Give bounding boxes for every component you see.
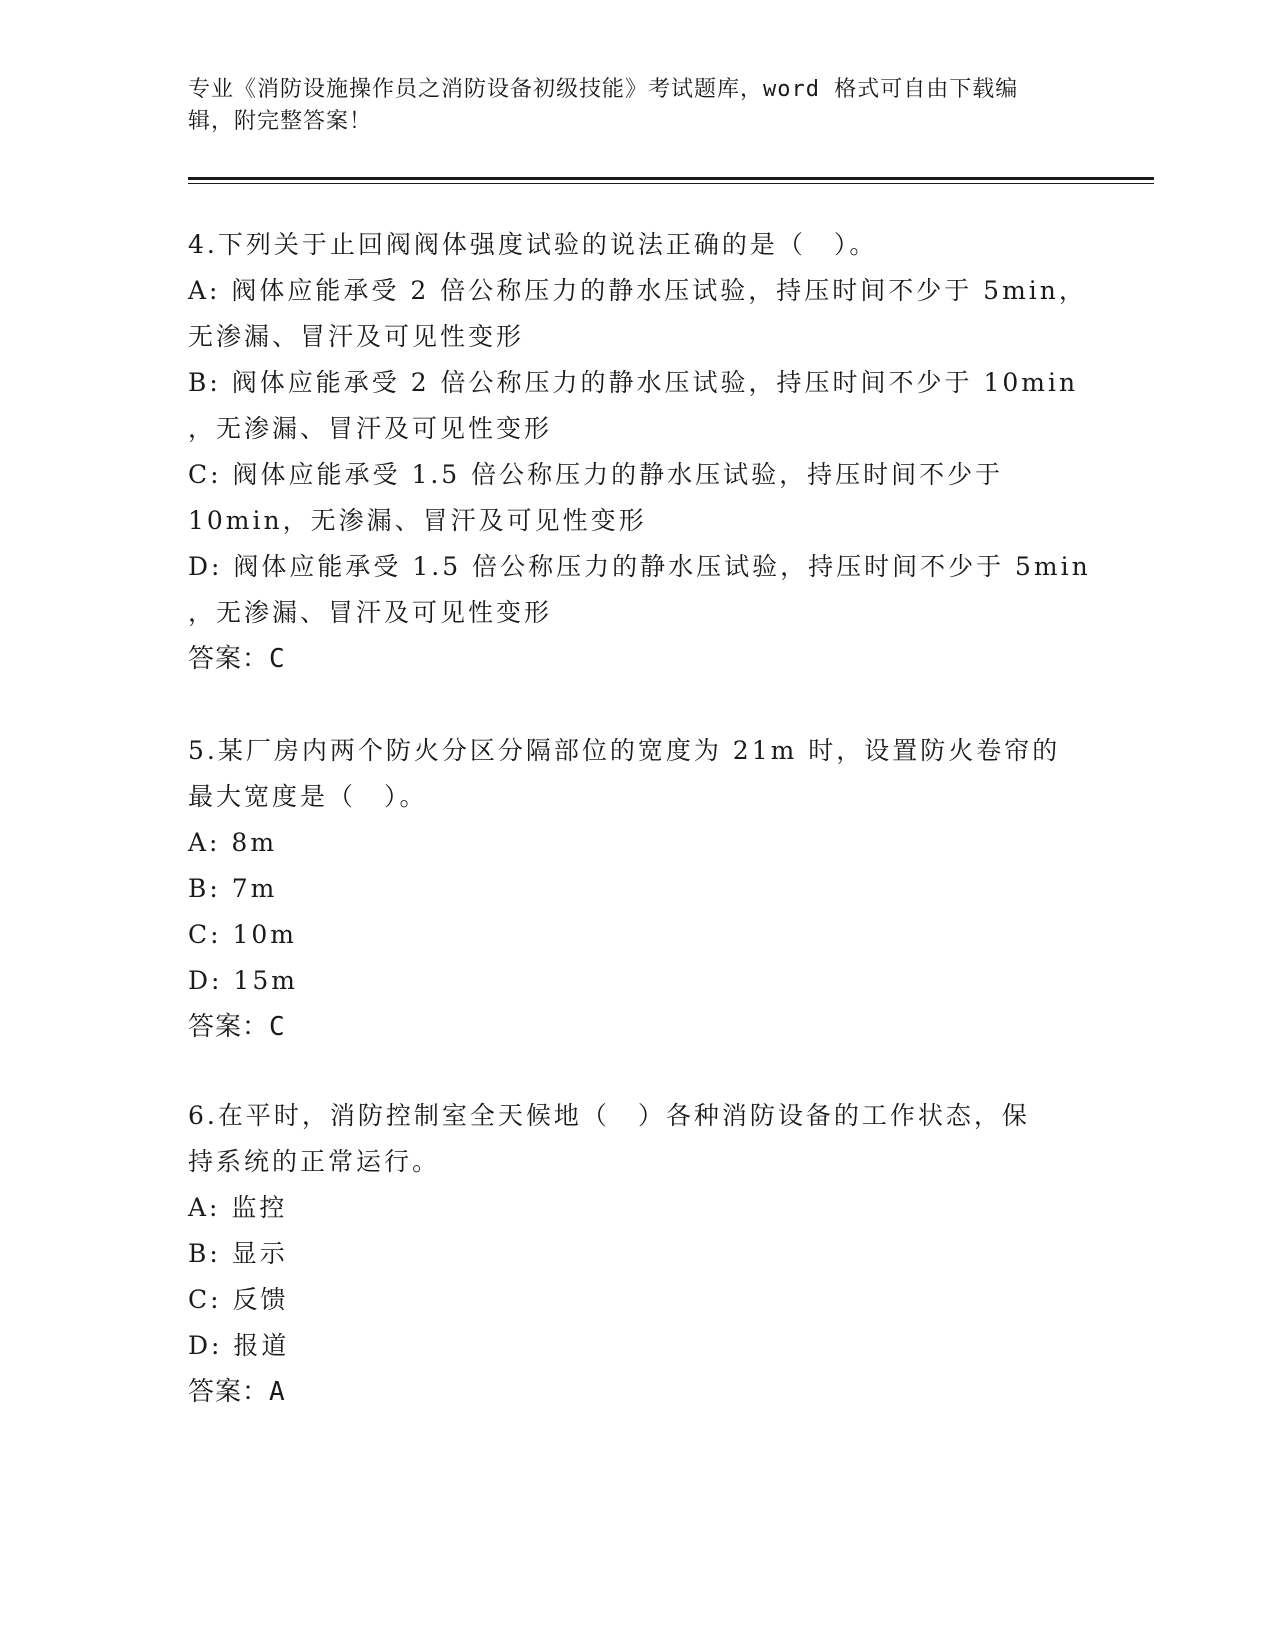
question-5-option-d: D: 15m	[188, 966, 298, 995]
question-6-option-c: C: 反馈	[188, 1285, 289, 1314]
question-4-option-a-cont: 无渗漏、冒汗及可见性变形	[188, 322, 525, 351]
question-5-option-c: C: 10m	[188, 920, 298, 949]
question-5-stem: 5.某厂房内两个防火分区分隔部位的宽度为 21m 时，设置防火卷帘的	[188, 736, 1061, 765]
question-6-option-d: D: 报道	[188, 1331, 290, 1360]
question-5-option-a: A: 8m	[188, 828, 278, 857]
question-6-stem-cont: 持系统的正常运行。	[188, 1147, 441, 1176]
question-4-option-b-cont: ，无渗漏、冒汗及可见性变形	[188, 414, 553, 443]
question-4-stem: 4.下列关于止回阀阀体强度试验的说法正确的是（ ）。	[188, 230, 878, 259]
question-4-option-b: B: 阀体应能承受 2 倍公称压力的静水压试验，持压时间不少于 10min	[188, 368, 1079, 397]
question-5	[188, 728, 1088, 1050]
header-line-1: 专业《消防设施操作员之消防设备初级技能》考试题库，word 格式可自由下载编	[188, 77, 1019, 102]
question-6-stem: 6.在平时，消防控制室全天候地（ ）各种消防设备的工作状态，保	[188, 1101, 1030, 1130]
question-5-option-b: B: 7m	[188, 874, 278, 903]
question-4-option-a: A: 阀体应能承受 2 倍公称压力的静水压试验，持压时间不少于 5min，	[188, 276, 1087, 305]
question-5-answer: 答案：C	[188, 1012, 286, 1042]
header-line-2: 辑，附完整答案！	[188, 109, 373, 134]
question-6-answer: 答案：A	[188, 1377, 286, 1407]
question-4-option-c-cont: 10min，无渗漏、冒汗及可见性变形	[188, 506, 647, 535]
question-4	[188, 222, 1091, 682]
question-5-stem-cont: 最大宽度是（ ）。	[188, 782, 428, 811]
question-6	[188, 1093, 1088, 1415]
question-6-option-a: A: 监控	[188, 1193, 288, 1222]
question-4-option-c: C: 阀体应能承受 1.5 倍公称压力的静水压试验，持压时间不少于	[188, 460, 1004, 489]
question-4-answer: 答案：C	[188, 644, 286, 674]
question-4-option-d-cont: ，无渗漏、冒汗及可见性变形	[188, 598, 553, 627]
question-4-option-d: D: 阀体应能承受 1.5 倍公称压力的静水压试验，持压时间不少于 5min	[188, 552, 1091, 581]
question-6-option-b: B: 显示	[188, 1239, 288, 1268]
header-rule-thin	[188, 183, 1154, 184]
document-header	[188, 74, 1068, 138]
header-rule-thick	[188, 177, 1154, 180]
